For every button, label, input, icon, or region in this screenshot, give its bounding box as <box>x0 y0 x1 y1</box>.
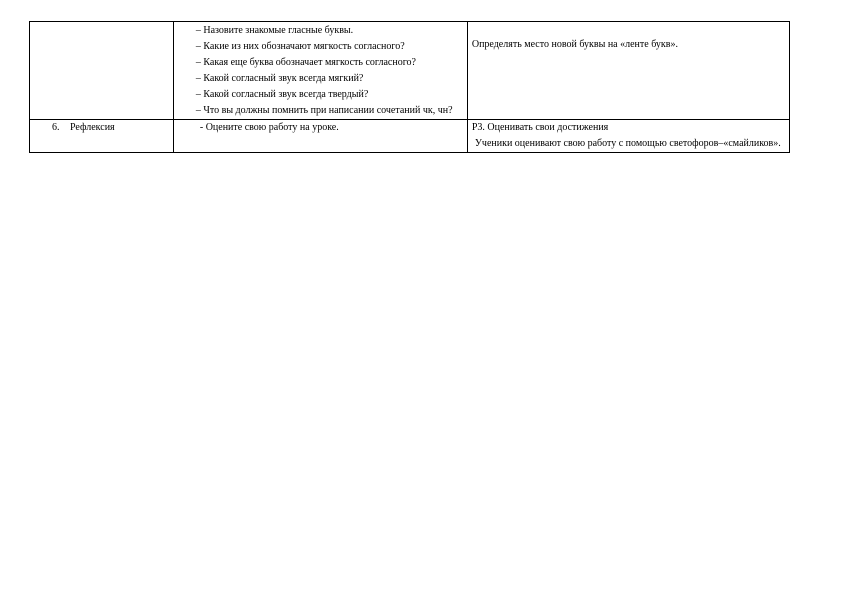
stage-number: 6. <box>52 122 60 133</box>
teacher-question: – Какая еще буква обозначает мягкость согласного? <box>195 57 416 68</box>
result-text: Ученики оценивают свою работу с помощью светофоров–«смайликов». <box>474 138 781 149</box>
result-heading: Р3. Оценивать свои достижения <box>471 122 609 133</box>
teacher-question: – Какой согласный звук всегда мягкий? <box>195 73 364 84</box>
result-text: Определять место новой буквы на «ленте букв». <box>471 39 678 50</box>
teacher-instruction: - Оцените свою работу на уроке. <box>199 122 339 133</box>
table-row <box>30 22 790 120</box>
stage-cell <box>30 120 174 153</box>
teacher-question: – Назовите знакомые гласные буквы. <box>195 25 354 36</box>
learning-result-cell <box>467 120 789 153</box>
teacher-activity-cell <box>173 22 467 120</box>
lesson-plan-table <box>29 21 790 153</box>
learning-result-cell <box>467 22 789 120</box>
table-row <box>30 120 790 153</box>
teacher-activity-cell <box>173 120 467 153</box>
stage-name: Рефлексия <box>70 122 115 133</box>
stage-cell <box>30 22 174 120</box>
teacher-question: – Какой согласный звук всегда твердый? <box>195 89 369 100</box>
teacher-question: – Что вы должны помнить при написании сочетаний чк, чн? <box>195 105 453 116</box>
teacher-question: – Какие из них обозначают мягкость согласного? <box>195 41 405 52</box>
